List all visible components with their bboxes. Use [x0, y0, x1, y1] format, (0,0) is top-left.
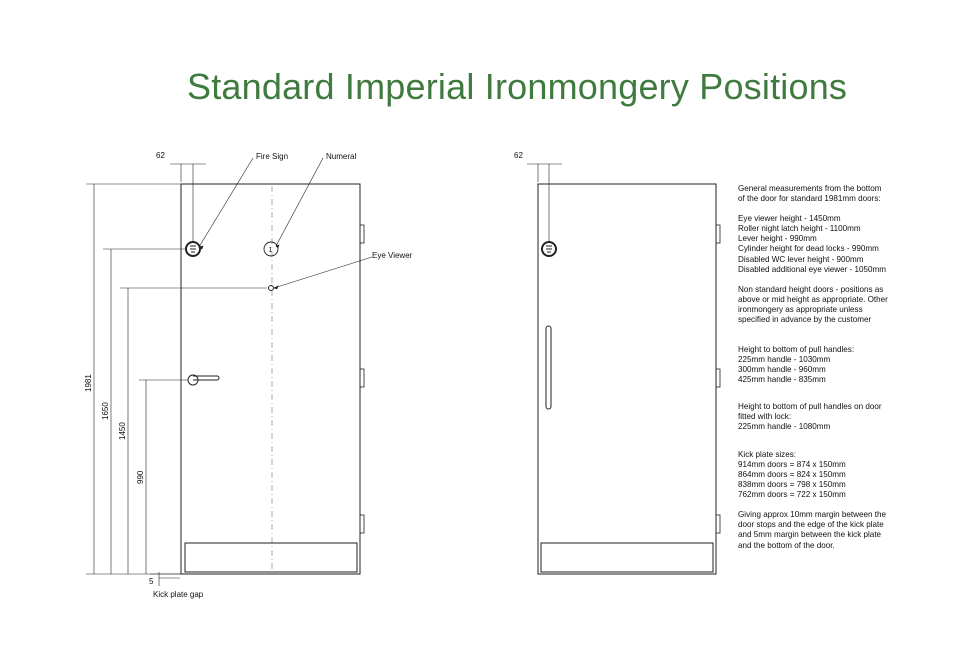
lever-handle-icon: [188, 375, 219, 385]
page-title: Standard Imperial Ironmongery Positions: [187, 66, 848, 107]
notes-pull-handles: Height to bottom of pull handles: 225mm handle - 1030mm 300mm handle - 960mm 425mm handle - 835mm: [738, 345, 855, 385]
left-callouts: [199, 158, 372, 289]
eye-viewer-icon: [269, 286, 274, 291]
left-dim-62: 62: [156, 151, 165, 160]
left-top-dimension: [170, 164, 206, 243]
notes-pull-lock: Height to bottom of pull handles on door fitted with lock: 225mm handle - 1080mm: [738, 401, 882, 431]
fire-sign-label: Fire Sign: [256, 152, 289, 161]
left-hinges: [360, 225, 364, 533]
right-top-dimension: [527, 164, 562, 243]
left-vertical-dimensions: [86, 184, 267, 586]
dim-1981: 1981: [84, 374, 93, 392]
left-door: [181, 184, 364, 574]
numeral-symbol: 1: [268, 247, 273, 254]
pull-handle-icon: [546, 326, 551, 409]
right-kick-plate: [541, 543, 713, 572]
dim-5: 5: [149, 577, 154, 586]
kick-plate-gap-label: Kick plate gap: [153, 590, 204, 599]
fire-sign-icon: [186, 242, 200, 256]
right-door: [538, 184, 720, 574]
numeral-label: Numeral: [326, 152, 357, 161]
dim-990: 990: [136, 470, 145, 484]
left-kick-plate: [185, 543, 357, 572]
right-dim-62: 62: [514, 151, 523, 160]
notes-measurements: Eye viewer height - 1450mm Roller night latch height - 1100mm Lever height - 990mm Cylinder height for dead locks - 990mm Disabled WC lever height - 900mm Disabled additional eye viewer - 1050mm: [738, 214, 887, 274]
dim-1650: 1650: [101, 402, 110, 420]
notes-kick-plates: Kick plate sizes: 914mm doors = 874 x 150mm 864mm doors = 824 x 150mm 838mm doors = 798 x 150mm 762mm doors = 722 x 150mm: [738, 449, 846, 500]
notes-margin: Giving approx 10mm margin between the door stops and the edge of the kick plate and 5mm margin between the kick plate and the bottom of the door.: [738, 510, 887, 550]
notes-intro: General measurements from the bottom of the door for standard 1981mm doors:: [738, 184, 882, 204]
notes-non-standard: Non standard height doors - positions as above or mid height as appropriate. Other ironmongery as appropriate unless specified in advance by the customer: [738, 284, 888, 325]
right-fire-sign-icon: [542, 242, 556, 256]
eye-viewer-label: Eye Viewer: [372, 251, 413, 260]
notes-panel: [738, 184, 938, 561]
dim-1450: 1450: [118, 422, 127, 440]
right-hinges: [716, 225, 720, 533]
